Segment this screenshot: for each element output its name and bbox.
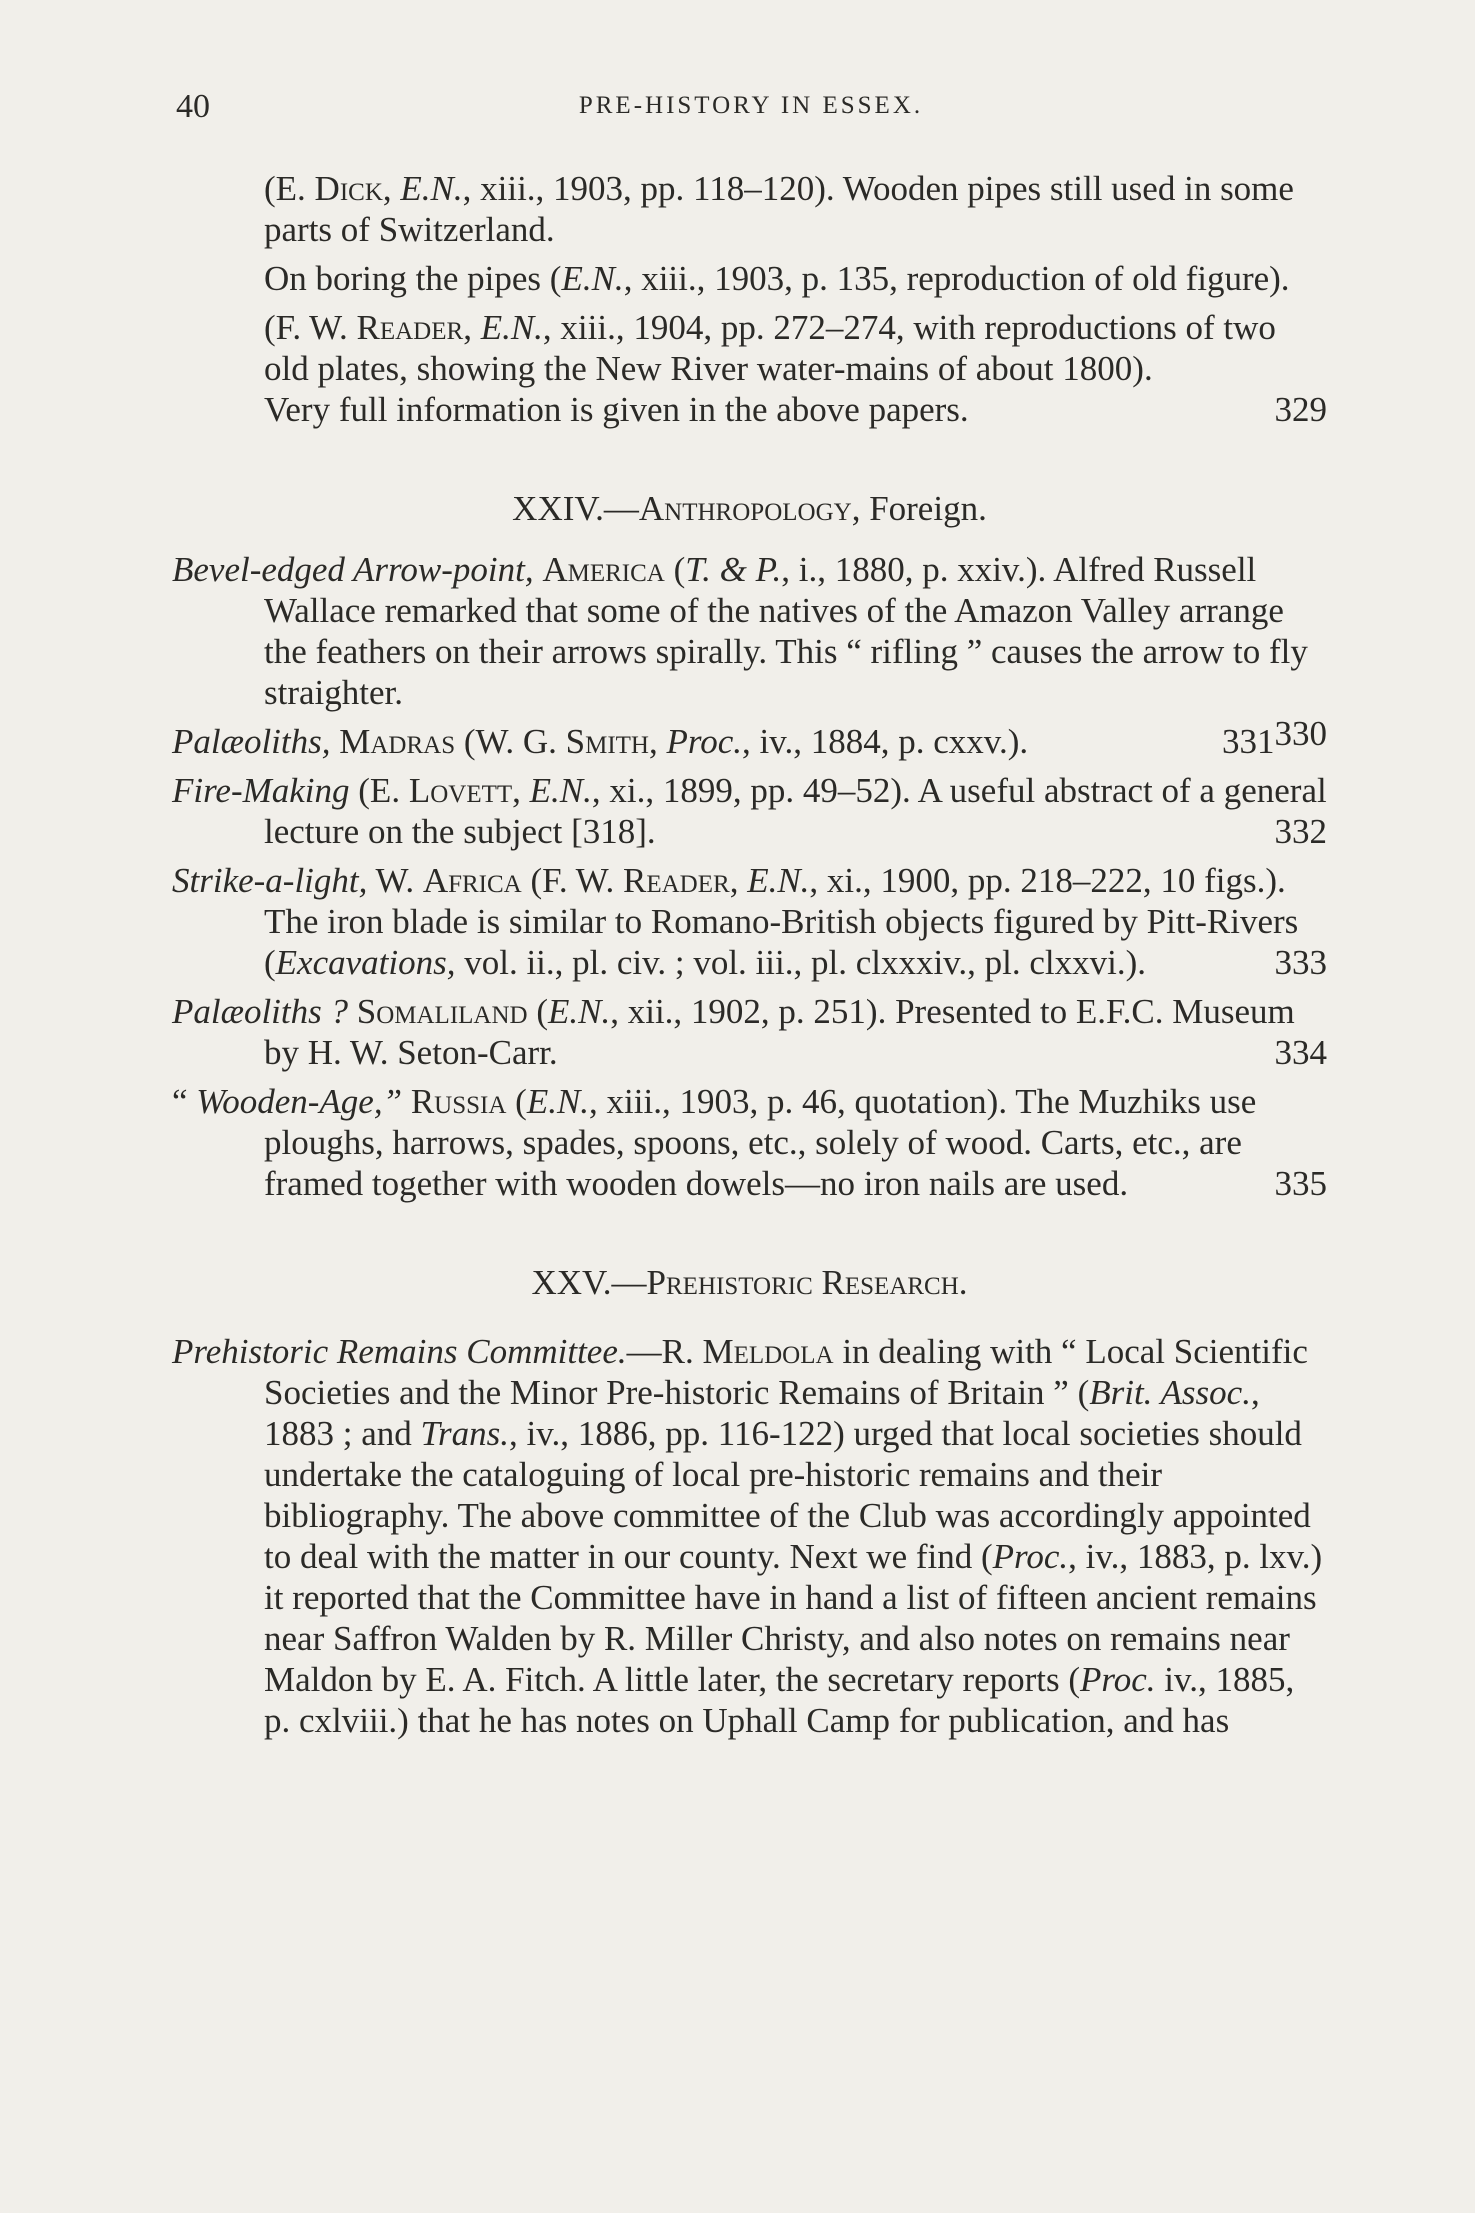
entry-prehistoric-remains-committee: Prehistoric Remains Committee.—R. Meldola in dealing with “ Local Scientific Societies and the Minor Pre-historic Remains of Britain ” (Brit. Assoc., 1883 ; and Trans., iv., 1886, pp. 116-122) urged that local societies should undertake the cataloguing of local pre-historic remains and their bibliography. The above committee of the Club was accordingly appointed to deal with the matter in our county. Next we find (Proc., iv., 1883, p. lxv.) it reported that the Committee have in hand a list of fifteen ancient remains near Saffron Walden by R. Miller Christy, and also notes on remains near Maldon by E. A. Fitch. A little later, the secretary reports (Proc. iv., 1885, p. cxlviii.) that he has notes on Uphall Camp for publication, and has [172, 1332, 1323, 1740]
entry-number: 333 [1274, 943, 1327, 982]
paragraph-dick-pipes: (E. Dick, E.N., xiii., 1903, pp. 118–120). Wooden pipes still used in some parts of Switzerland. [264, 169, 1294, 249]
section-heading-prehistoric-research: XXV.—Prehistoric Research. [531, 1263, 968, 1302]
section-heading-anthropology: XXIV.—Anthropology, Foreign. [512, 489, 987, 528]
entry-number: 329 [1274, 390, 1327, 429]
paragraph-full-information: Very full information is given in the above papers. 329 [264, 390, 1327, 429]
entry-332: Fire-Making (E. Lovett, E.N., xi., 1899, pp. 49–52). A useful abstract of a general lecture on the subject [318]. 332 [172, 771, 1327, 851]
entry-number: 334 [1274, 1033, 1327, 1072]
entry-number: 332 [1274, 812, 1327, 851]
entry-number: 331 [1222, 722, 1275, 761]
paragraph-boring-pipes: On boring the pipes (E.N., xiii., 1903, p. 135, reproduction of old figure). [264, 259, 1290, 298]
entry-333: Strike-a-light, W. Africa (F. W. Reader, E.N., xi., 1900, pp. 218–222, 10 figs.). The iron blade is similar to Romano-British objects figured by Pitt-Rivers (Excavations, vol. ii., pl. civ. ; vol. iii., pl. clxxxiv., pl. clxxvi.). 333 [172, 861, 1327, 982]
entry-335: “ Wooden-Age,” Russia (E.N., xiii., 1903, p. 46, quotation). The Muzhiks use ploughs, harrows, spades, spoons, etc., solely of wood. Carts, etc., are framed together with wooden dowels—no iron nails are used. 335 [172, 1082, 1327, 1203]
body-text [172, 168, 1327, 1741]
page-number: 40 [176, 88, 210, 125]
running-title: PRE-HISTORY IN ESSEX. [578, 92, 924, 119]
paragraph-reader-water-mains: (F. W. Reader, E.N., xiii., 1904, pp. 272–274, with reproductions of two old plates, showing the New River water-mains of about 1800). [264, 308, 1276, 388]
entry-331: Palæoliths, Madras (W. G. Smith, Proc., iv., 1884, p. cxxv.). 331 [172, 722, 1275, 761]
entry-number: 330 [1274, 714, 1327, 753]
running-head [176, 88, 1326, 128]
entry-330: Bevel-edged Arrow-point, America (T. & P., i., 1880, p. xxiv.). Alfred Russell Wallace remarked that some of the natives of the Amazon Valley arrange the feathers on their arrows spirally. This “ rifling ” causes the arrow to fly straighter. 330 [172, 550, 1327, 753]
entry-334: Palæoliths ? Somaliland (E.N., xii., 1902, p. 251). Presented to E.F.C. Museum by H. W. Seton-Carr. 334 [172, 992, 1327, 1072]
entry-number: 335 [1274, 1164, 1327, 1203]
